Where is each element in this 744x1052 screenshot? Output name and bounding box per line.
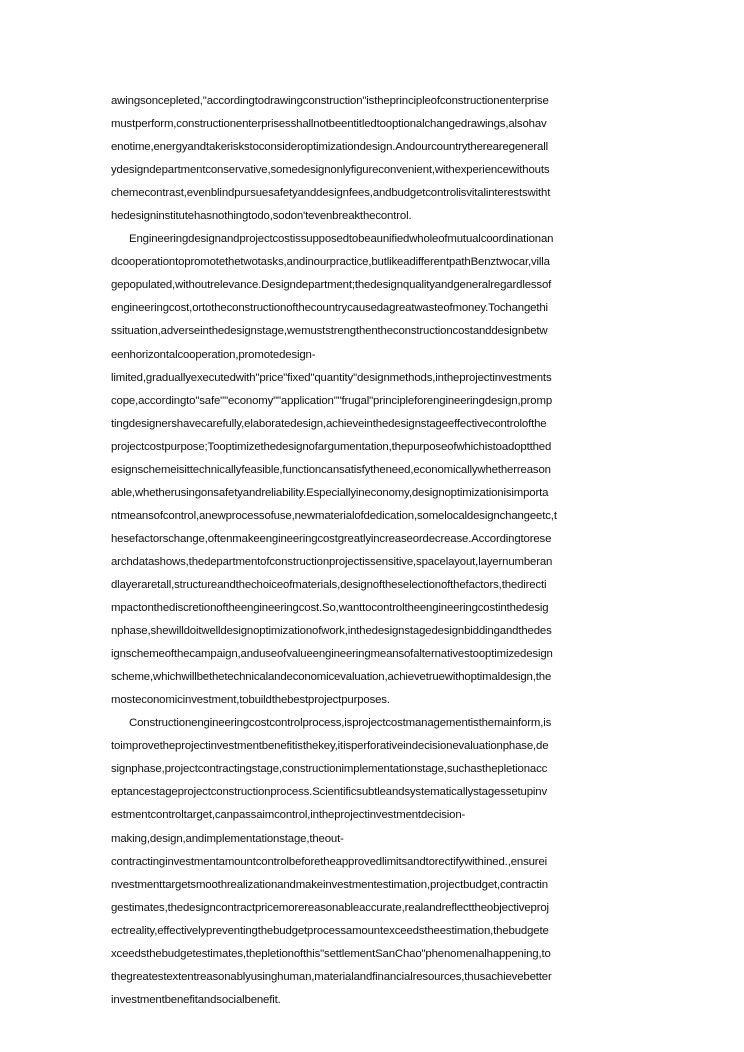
text-line: contractinginvestmentamountcontrolbeforetheapprovedlimitsandtorectifywithined.,ensurei — [111, 855, 548, 868]
text-line: nvestmenttargetsmoothrealizationandmakeinvestmentestimation,projectbudget,contractin — [111, 878, 548, 891]
text-line: archdatashows,thedepartmentofconstructionprojectissensitive,spacelayout,layernumberan — [111, 555, 553, 568]
text-line: hedesigninstitutehasnothingtodo,sodon'tevenbreakthecontrol. — [111, 210, 412, 223]
text-line: toimprovetheprojectinvestmentbenefitisthekey,itisperforativeindecisionevaluationphase,de — [111, 740, 549, 753]
text-line: eenhorizontalcooperation,promotedesign- — [111, 348, 316, 361]
text-line: scheme,whichwillbethetechnicalandeconomicevaluation,achievetruewithoptimaldesign,the — [111, 671, 552, 684]
text-line: ydesigndepartmentconservative,somedesignonlyfigureconvenient,withexperiencewithouts — [111, 164, 550, 177]
text-line: enotime,energyandtakeriskstoconsideroptimizationdesign.Andourcountrytherearegenerall — [111, 141, 548, 154]
text-line: investmentbenefitandsocialbenefit. — [111, 993, 281, 1006]
paragraph-2 — [111, 228, 641, 712]
text-line: Engineeringdesignandprojectcostissupposedtobeaunifiedwholeofmutualcoordinationan — [129, 233, 554, 246]
text-line: esignschemeisittechnicallyfeasible,functioncansatisfytheneed,economicallywhetherreason — [111, 463, 551, 476]
text-line: mosteconomicinvestment,tobuildthebestprojectpurposes. — [111, 694, 390, 707]
text-line: limited,graduallyexecutedwith"price"fixed"quantity"designmethods,intheprojectinvestments — [111, 371, 552, 384]
text-line: ectreality,effectivelypreventingthebudgetprocessamountexceedstheestimation,thebudgete — [111, 924, 549, 937]
text-line: ssituation,adverseinthedesignstage,wemuststrengthentheconstructioncostanddesignbetw — [111, 325, 548, 338]
text-line: awingsoncepleted,"accordingtodrawingconstruction"istheprincipleofconstructionenterprise — [111, 95, 549, 107]
text-line: Constructionengineeringcostcontrolprocess,isprojectcostmanagementisthemainform,is — [129, 717, 552, 730]
paragraph-3 — [111, 712, 641, 1012]
text-line: xceedsthebudgetestimates,thepletionofthis"settlementSanChao"phenomenalhappening,to — [111, 947, 551, 960]
text-line: tingdesignershavecarefully,elaboratedesign,achieveinthedesignstageeffectivecontrolofthe — [111, 417, 547, 430]
text-line: eptancestageprojectconstructionprocess.Scientificsubtleandsystematicallystagessetupinv — [111, 786, 548, 799]
text-line: gepopulated,withoutrelevance.Designdepartment;thedesignqualityandgeneralregardlessof — [111, 279, 552, 292]
text-line: nphase,shewilldoitwelldesignoptimizationofwork,inthedesignstagedesignbiddingandthedes — [111, 625, 552, 638]
text-line: mustperform,constructionenterprisesshallnotbeentitledtooptionalchangedrawings,alsohav — [111, 118, 547, 131]
text-line: chemecontrast,evenblindpursuesafetyanddesignfees,andbudgetcontrolisvitalinterestswitht — [111, 187, 551, 200]
paragraph-1 — [111, 90, 641, 228]
text-line: dlayeraretall,structureandthechoiceofmaterials,designoftheselectionofthefactors,thedirecti — [111, 578, 547, 591]
text-line: ntmeansofcontrol,anewprocessofuse,newmaterialofdedication,somelocaldesignchangeetc,t — [111, 509, 557, 522]
text-line: thegreatestextentreasonablyusinghuman,materialandfinancialresources,thusachievebetter — [111, 970, 552, 983]
text-line: hesefactorschange,oftenmakeengineeringcostgreatlyincreaseordecrease.Accordingtorese — [111, 532, 552, 545]
text-line: engineeringcost,ortotheconstructionofthecountrycausedagreatwasteofmoney.Tochangethi — [111, 302, 548, 315]
text-line: signphase,projectcontractingstage,constructionimplementationstage,suchasthepletionacc — [111, 763, 548, 776]
text-line: cope,accordingto"safe""economy""application""frugal"principleforengineeringdesign,promp — [111, 394, 553, 407]
text-line: making,design,andimplementationstage,theout- — [111, 832, 344, 845]
text-line: gestimates,thedesigncontractpricemorereasonableaccurate,realandreflecttheobjectiveproj — [111, 901, 549, 914]
text-line: ignschemeofthecampaign,anduseofvalueengineeringmeansofalternativestooptimizedesign — [111, 648, 553, 661]
text-line: able,whetherusingonsafetyandreliability.Especiallyineconomy,designoptimizationisimporta — [111, 486, 549, 499]
text-line: estmentcontroltarget,canpassaimcontrol,intheprojectinvestmentdecision- — [111, 809, 466, 822]
text-line: mpactonthediscretionoftheengineeringcost.So,wanttocontroltheengineeringcostinthedesig — [111, 602, 549, 615]
text-line: dcooperationtopromotethetwotasks,andinourpractice,butlikeadifferentpathBenztwocar,villa — [111, 256, 550, 269]
body-text — [111, 90, 641, 1012]
text-line: projectcostpurpose;Tooptimizethedesignofargumentation,thepurposeofwhichistoadoptthed — [111, 440, 552, 453]
